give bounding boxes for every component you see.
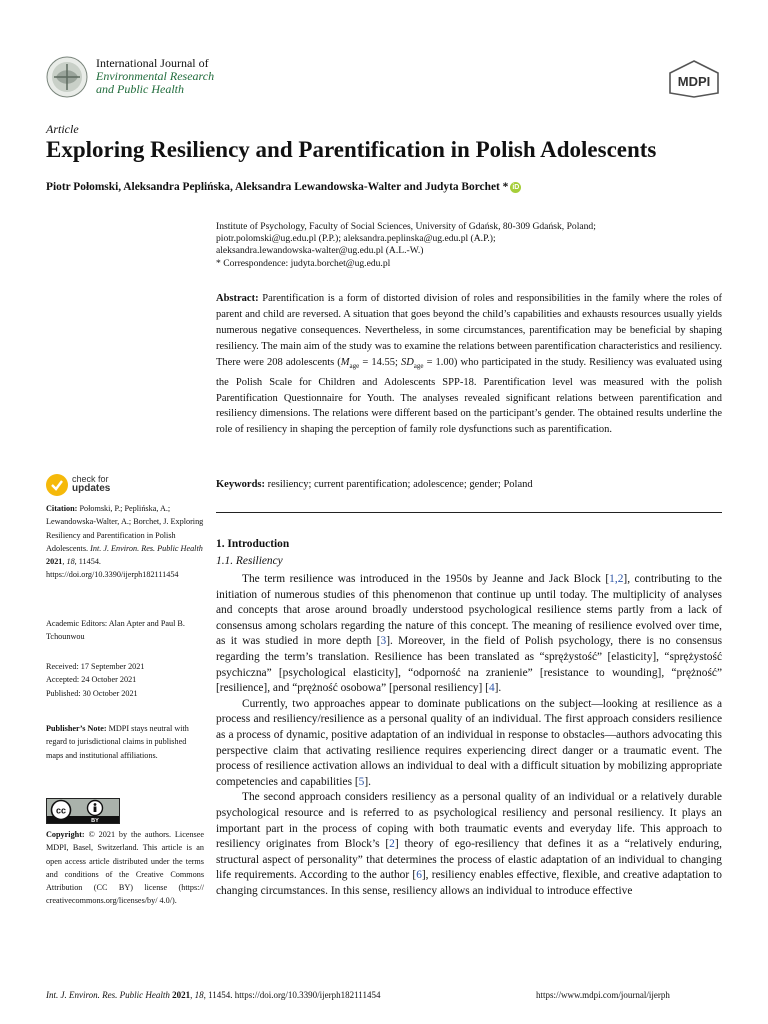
publisher-note-text: MDPI stays neutral with regard to jurisdictional claims in published maps and institutional affiliations. <box>46 724 189 760</box>
abstract-m-val: = 14.55; <box>359 356 401 368</box>
check-updates-line2: updates <box>72 483 111 494</box>
abstract-m-sub: age <box>349 361 360 370</box>
citation-text: Połomski, P.; Peplińska, A.; Lewandowska-Walter, A.; Borchet, J. Exploring Resiliency and Parentification in Polish Adolescents. <box>46 504 204 553</box>
affiliation <box>216 221 726 270</box>
text-run: ], contributing to the initiation of numerous studies of this phenomenon that continue up until today. The multiplicity of analyses and concepts that arose around broadly understood psychological resilience stems partly from a lack of consensus among scholars regarding the nature of this concept. The meaning of resilience evolved over time, as it was studied in more depth [ <box>216 573 722 648</box>
copyright <box>46 828 204 908</box>
paragraph <box>216 697 722 791</box>
authors <box>46 181 726 193</box>
citation: Citation: Połomski, P.; Peplińska, A.; Lewandowska-Walter, A.; Borchet, J. Exploring Resiliency and Parentification in Polish Adolescents. Int. J. Environ. Res. Public Health 2021, 18, 11454. https://doi.org/10.3390/ijerph182111454 <box>46 504 204 580</box>
footer-journal: Int. J. Environ. Res. Public Health <box>46 990 170 1000</box>
check-updates-icon <box>46 474 68 496</box>
citation-doi[interactable]: , 11454. https://doi.org/10.3390/ijerph182111454 <box>46 557 179 580</box>
footer-journal-url[interactable]: https://www.mdpi.com/journal/ijerph <box>536 990 670 1000</box>
publisher-note-label: Publisher’s Note: <box>46 724 107 733</box>
citation-link[interactable]: 5 <box>358 775 365 788</box>
published-date: Published: 30 October 2021 <box>46 688 138 698</box>
svg-text:BY: BY <box>91 818 99 823</box>
citation-link[interactable]: 4 <box>488 682 495 695</box>
keywords-label: Keywords: <box>216 479 265 490</box>
footer-year: 2021 <box>172 990 191 1000</box>
abstract-text-2: = 1.00) who participated in the study. Resiliency was evaluated using the Polish Scale for Children and Adolescents SPP-18. Parentification level was measured with the polish Parentification Questionnaire for Youth. The analyses revealed significant relations between parentification and resiliency dimensions. The relations were different based on the participant’s gender. The obtained results underline the role of resiliency in shaping the perception of family role dysfunctions such as parentification. <box>216 356 722 436</box>
footer-citation: Int. J. Environ. Res. Public Health 2021, 18, 11454. https://doi.org/10.3390/ijerph182111454 <box>46 990 381 1000</box>
text-run: ]. <box>494 682 502 695</box>
text-run: ], resiliency enables effective, flexible, and creative adaptation to changing circumstances. In this sense, resiliency allows an individual to introduce effective <box>216 869 722 897</box>
accepted-date: Accepted: 24 October 2021 <box>46 675 137 685</box>
citation-label: Citation: <box>46 504 78 513</box>
citation-link[interactable]: 3 <box>380 635 387 648</box>
abstract-label: Abstract: <box>216 293 259 304</box>
text-run: ]. <box>364 775 371 788</box>
article-title: Exploring Resiliency and Parentification in Polish Adolescents <box>46 137 657 162</box>
footer-doi[interactable]: , 11454. https://doi.org/10.3390/ijerph182111454 <box>203 990 381 1000</box>
publisher-note <box>46 722 204 762</box>
citation-link[interactable]: 6 <box>416 869 422 882</box>
dates <box>46 660 204 700</box>
received-date: Received: 17 September 2021 <box>46 662 145 671</box>
journal-name-line2: Environmental Research <box>96 69 215 83</box>
paragraph <box>216 790 722 899</box>
mdpi-logo <box>668 60 720 98</box>
divider <box>216 512 722 513</box>
correspondence-line: * Correspondence: judyta.borchet@ug.edu.pl <box>216 257 391 269</box>
citation-link[interactable]: 2 <box>389 838 395 851</box>
affiliation-line: piotr.polomski@ug.edu.pl (P.P.); aleksandra.peplinska@ug.edu.pl (A.P.); <box>216 233 496 245</box>
journal-name-line1: International Journal of <box>96 56 209 70</box>
body-text <box>216 572 722 899</box>
text-run: ] theory of ego-resiliency that defines it as a “relatively enduring, structural aspect of personality” that determines the process of elastic adaptation of an individual to changing life requirements. According to the author [ <box>216 838 722 882</box>
section-heading: 1. Introduction <box>216 538 290 550</box>
check-updates-text <box>72 474 110 494</box>
subsection-heading: 1.1. Resiliency <box>216 555 283 567</box>
article-type: Article <box>46 122 79 136</box>
journal-emblem-icon <box>46 56 88 98</box>
orcid-icon[interactable]: iD <box>512 184 520 191</box>
citation-volume: 18 <box>66 557 75 567</box>
check-updates-line1: check for <box>72 474 109 484</box>
abstract-m: M <box>340 356 350 368</box>
journal-name <box>96 57 356 96</box>
keywords-text: resiliency; current parentification; adolescence; gender; Poland <box>267 479 533 490</box>
text-run: The term resilience was introduced in the 1950s by Jeanne and Jack Block [ <box>242 573 610 585</box>
text-run: Currently, two approaches appear to dominate publications on the subject—looking at resilience as a process and resiliency/resilience as a personal quality of an individual. The first approach considers resilience as a process of dynamic, positive adaptation of an individual in response to obstacles—authors advocating this perspective claim that activating resilience requires experiencing direct danger or a traumatic event. The process of resilience activation allows an individual to deal with a difficult situation by mobilizing appropriate competencies and capabilities [ <box>216 697 722 788</box>
paragraph <box>216 572 722 697</box>
affiliation-line: Institute of Psychology, Faculty of Social Sciences, University of Gdańsk, 80-309 Gdańsk, Poland; <box>216 221 596 232</box>
abstract-sd-sub: age <box>413 361 424 370</box>
authors-text: Piotr Połomski, Aleksandra Peplińska, Aleksandra Lewandowska-Walter and Judyta Borchet * <box>46 181 509 193</box>
affiliation-line: aleksandra.lewandowska-walter@ug.edu.pl (A.L.-W.) <box>216 245 424 257</box>
check-for-updates-button[interactable] <box>46 472 166 498</box>
abstract-sd: SD <box>400 356 414 368</box>
text-run: The second approach considers resiliency as a personal quality of an individual or a relatively durable psychological resource and is referred to as psychological resiliency and personal resiliency. It plays an important part in the process of coping with both traumatic events and everyday life. This approach to resiliency originates from Block’s [ <box>216 791 722 851</box>
citation-year: 2021 <box>46 557 63 567</box>
keywords <box>216 478 722 492</box>
cc-by-license-icon[interactable] <box>46 798 120 824</box>
abstract <box>216 291 722 438</box>
academic-editors: Academic Editors: Alan Apter and Paul B. Tchounwou <box>46 619 185 642</box>
svg-text:cc: cc <box>55 805 67 816</box>
copyright-text: © 2021 by the authors. Licensee MDPI, Basel, Switzerland. This article is an open access article distributed under the terms and conditions of the Creative Commons Attribution (CC BY) license (https:// creativecommons.org/licenses/by/ 4.0/). <box>46 830 205 906</box>
abstract-text-1: Parentification is a form of distorted division of roles and responsibilities in the family where the roles of parent and child are reversed. A situation that goes beyond the child’s capabilities and exhausts resources usually yields numerous negative consequences. Nevertheless, in some circumstances, parentification may be beneficial by shaping resiliency. The main aim of the study was to examine the relations between parentification characteristics and resiliency. There were 208 adolescents ( <box>216 293 722 368</box>
copyright-label: Copyright: <box>46 830 85 839</box>
footer-volume: 18 <box>194 990 204 1000</box>
journal-name-line3: and Public Health <box>96 82 184 96</box>
text-run: ]. Moreover, in the field of Polish psychology, there is no consensus regarding the term’s translation. Resilience has been translated as “sprężystość” [elasticity], “sprężystość psychiczna” [psychological elasticity], “odporność na zranienie” [resistance to wounding], “prężność” [resilience], and “prężność osobowa” [personal resiliency] [ <box>216 635 723 695</box>
mdpi-logo-text: MDPI <box>677 74 711 89</box>
citation-journal: Int. J. Environ. Res. Public Health <box>90 543 203 553</box>
citation-link[interactable]: 1,2 <box>609 573 624 585</box>
